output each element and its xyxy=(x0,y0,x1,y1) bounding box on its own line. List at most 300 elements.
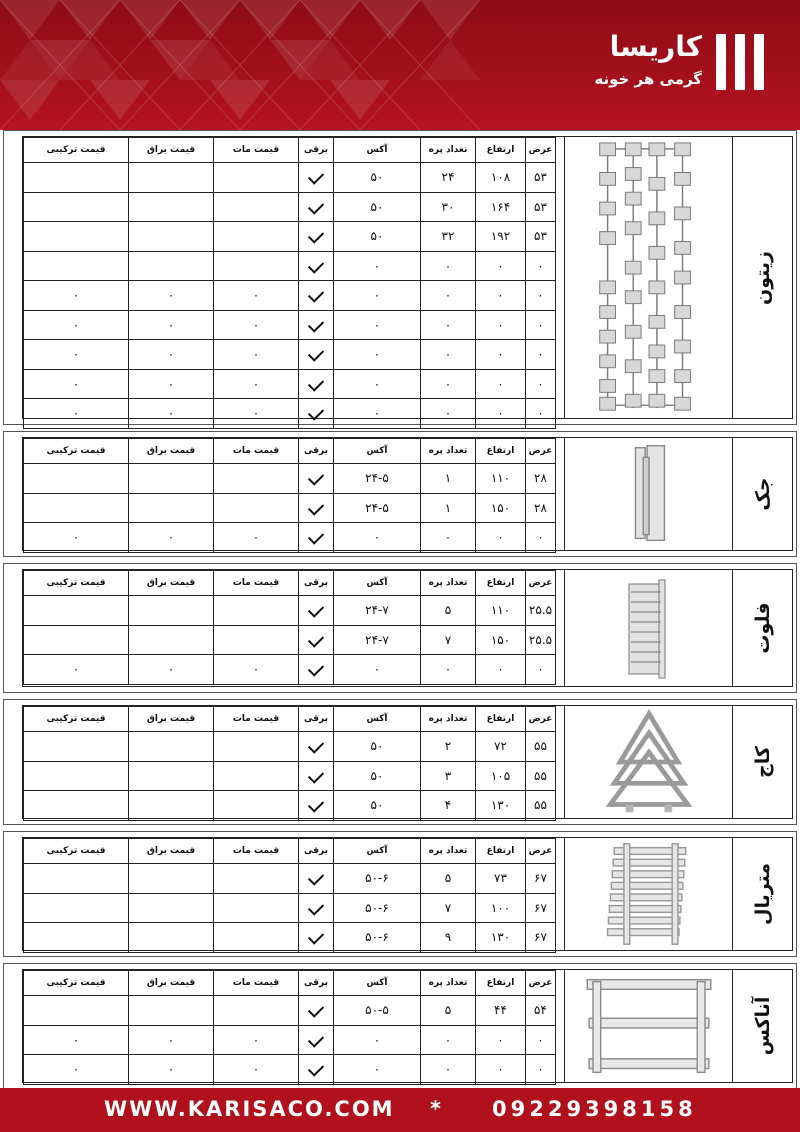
table-cell: ۰ xyxy=(526,1025,556,1055)
table-cell: ۱۱۰ xyxy=(476,596,526,626)
table-row xyxy=(24,369,556,399)
product-section xyxy=(3,130,797,425)
table-cell xyxy=(24,625,129,655)
column-header: برقی xyxy=(299,707,334,732)
table-cell xyxy=(214,251,299,281)
table-cell: ۳ xyxy=(421,761,476,791)
table-cell: ۵۰ xyxy=(334,163,421,193)
table-row xyxy=(24,1025,556,1055)
table-cell: ۰ xyxy=(214,523,299,553)
column-header: قیمت براق xyxy=(129,839,214,864)
table-cell: ۱۰۵ xyxy=(476,761,526,791)
table-cell: ۵۳ xyxy=(526,192,556,222)
table-cell: ۵۵ xyxy=(526,761,556,791)
table-cell: ۰ xyxy=(214,310,299,340)
column-header: عرض xyxy=(526,971,556,996)
column-header: تعداد پره xyxy=(421,971,476,996)
product-section xyxy=(3,699,797,825)
table-cell: ۱ xyxy=(421,493,476,523)
table-cell: ۰ xyxy=(214,1055,299,1085)
table-cell: ۰ xyxy=(129,523,214,553)
product-name-cell xyxy=(732,838,792,950)
table-cell: ۰ xyxy=(421,1055,476,1085)
table-row xyxy=(24,596,556,626)
table-cell: ۰ xyxy=(24,340,129,370)
column-header: تعداد پره xyxy=(421,439,476,464)
table-cell: ۳۲ xyxy=(421,222,476,252)
product-frame xyxy=(22,705,793,819)
brand-logo xyxy=(514,28,764,98)
table-row xyxy=(24,523,556,553)
column-header: برقی xyxy=(299,971,334,996)
table-cell: ۰ xyxy=(526,310,556,340)
column-header: قیمت مات xyxy=(214,707,299,732)
product-image xyxy=(564,838,733,950)
check-icon xyxy=(308,661,324,677)
table-cell: ۰ xyxy=(476,399,526,429)
table-cell: ۵۰ xyxy=(334,732,421,762)
table-cell: ۰ xyxy=(24,655,129,685)
check-icon xyxy=(308,198,324,214)
column-header: تعداد پره xyxy=(421,707,476,732)
table-cell: ۱۳۰ xyxy=(476,923,526,953)
table-cell xyxy=(24,192,129,222)
column-header: قیمت مات xyxy=(214,439,299,464)
table-cell xyxy=(214,761,299,791)
table-cell: ۰ xyxy=(476,310,526,340)
table-cell: ۱۱۰ xyxy=(476,464,526,494)
electric-cell xyxy=(299,192,334,222)
table-cell: ۰ xyxy=(214,655,299,685)
table-cell: ۰ xyxy=(334,281,421,311)
table-cell: ۰ xyxy=(129,399,214,429)
table-cell: ۰ xyxy=(334,1025,421,1055)
brand-name: کاریسا xyxy=(609,30,702,63)
table-cell xyxy=(214,864,299,894)
table-cell: ۰ xyxy=(24,281,129,311)
column-header: قیمت ترکیبی xyxy=(24,571,129,596)
check-icon xyxy=(308,797,324,813)
table-cell xyxy=(129,761,214,791)
table-cell: ۰ xyxy=(526,251,556,281)
table-cell xyxy=(24,222,129,252)
table-cell: ۷۲ xyxy=(476,732,526,762)
check-icon xyxy=(308,405,324,421)
table-cell: ۲۵.۵ xyxy=(526,625,556,655)
table-cell xyxy=(129,464,214,494)
table-row xyxy=(24,1055,556,1085)
table-cell: ۰ xyxy=(129,340,214,370)
table-cell: ۵۰ xyxy=(334,192,421,222)
price-table xyxy=(23,706,556,821)
table-cell: ۱۵۰ xyxy=(476,625,526,655)
column-header: تعداد پره xyxy=(421,839,476,864)
electric-cell xyxy=(299,493,334,523)
product-name-cell xyxy=(732,570,792,686)
column-header: آکس xyxy=(334,138,421,163)
column-header: قیمت مات xyxy=(214,138,299,163)
check-icon xyxy=(308,257,324,273)
table-cell: ۰ xyxy=(421,281,476,311)
table-row xyxy=(24,251,556,281)
check-icon xyxy=(308,738,324,754)
table-cell: ۰ xyxy=(526,369,556,399)
column-header: ارتفاع xyxy=(476,971,526,996)
table-cell: ۵۰-۶ xyxy=(334,923,421,953)
table-cell: ۵۳ xyxy=(526,163,556,193)
table-cell xyxy=(129,192,214,222)
electric-cell xyxy=(299,310,334,340)
electric-cell xyxy=(299,791,334,821)
table-cell: ۰ xyxy=(526,1055,556,1085)
table-cell xyxy=(129,791,214,821)
table-cell: ۰ xyxy=(24,399,129,429)
column-header: ارتفاع xyxy=(476,707,526,732)
check-icon xyxy=(308,1061,324,1077)
table-cell xyxy=(24,596,129,626)
table-cell: ۰ xyxy=(334,369,421,399)
table-cell: ۶۷ xyxy=(526,923,556,953)
table-row xyxy=(24,222,556,252)
table-cell: ۱۵۰ xyxy=(476,493,526,523)
check-icon xyxy=(308,870,324,886)
table-cell: ۰ xyxy=(421,310,476,340)
check-icon xyxy=(308,169,324,185)
column-header: عرض xyxy=(526,439,556,464)
table-cell: ۰ xyxy=(334,340,421,370)
table-cell xyxy=(214,625,299,655)
table-cell: ۰ xyxy=(334,1055,421,1085)
product-name-cell xyxy=(732,137,792,418)
table-cell xyxy=(129,996,214,1026)
electric-cell xyxy=(299,399,334,429)
price-table xyxy=(23,137,556,429)
footer-bar xyxy=(0,1088,800,1132)
table-cell: ۴۴ xyxy=(476,996,526,1026)
table-cell: ۲۴-۷ xyxy=(334,625,421,655)
table-cell xyxy=(129,893,214,923)
table-cell xyxy=(129,732,214,762)
table-cell: ۰ xyxy=(334,399,421,429)
table-cell: ۵۳ xyxy=(526,222,556,252)
table-cell: ۰ xyxy=(421,251,476,281)
price-table xyxy=(23,438,556,553)
electric-cell xyxy=(299,596,334,626)
electric-cell xyxy=(299,625,334,655)
table-cell: ۲ xyxy=(421,732,476,762)
product-frame xyxy=(22,969,793,1083)
radiator-icon xyxy=(565,838,733,950)
price-table xyxy=(23,970,556,1085)
electric-cell xyxy=(299,761,334,791)
logo-bars-icon xyxy=(716,34,764,90)
table-row xyxy=(24,761,556,791)
electric-cell xyxy=(299,893,334,923)
brand-tagline: گرمی هر خونه xyxy=(594,70,702,88)
table-row xyxy=(24,791,556,821)
table-row xyxy=(24,192,556,222)
table-cell xyxy=(24,761,129,791)
electric-cell xyxy=(299,251,334,281)
table-cell xyxy=(214,996,299,1026)
column-header: قیمت براق xyxy=(129,138,214,163)
table-cell: ۵ xyxy=(421,596,476,626)
check-icon xyxy=(308,470,324,486)
table-cell: ۰ xyxy=(526,399,556,429)
table-row xyxy=(24,864,556,894)
table-cell: ۰ xyxy=(24,1025,129,1055)
column-header: آکس xyxy=(334,707,421,732)
table-cell xyxy=(214,222,299,252)
table-row xyxy=(24,399,556,429)
table-cell: ۰ xyxy=(476,1025,526,1055)
check-icon xyxy=(308,287,324,303)
product-name: زیتون xyxy=(751,250,774,305)
check-icon xyxy=(308,602,324,618)
table-cell xyxy=(129,923,214,953)
table-cell: ۰ xyxy=(24,523,129,553)
table-cell: ۰ xyxy=(421,369,476,399)
column-header: آکس xyxy=(334,971,421,996)
table-cell: ۰ xyxy=(421,340,476,370)
column-header: عرض xyxy=(526,571,556,596)
product-frame xyxy=(22,837,793,951)
table-row xyxy=(24,163,556,193)
product-frame xyxy=(22,136,793,419)
website-link[interactable]: WWW.KARISACO.COM xyxy=(104,1097,395,1121)
table-cell xyxy=(24,732,129,762)
table-cell: ۰ xyxy=(334,310,421,340)
table-cell: ۱۳۰ xyxy=(476,791,526,821)
column-header: عرض xyxy=(526,707,556,732)
table-cell: ۰ xyxy=(129,369,214,399)
table-cell: ۰ xyxy=(526,340,556,370)
table-cell xyxy=(214,791,299,821)
table-cell: ۰ xyxy=(476,523,526,553)
column-header: قیمت مات xyxy=(214,571,299,596)
table-cell xyxy=(24,163,129,193)
column-header: برقی xyxy=(299,571,334,596)
product-name: جک xyxy=(751,477,774,511)
product-image xyxy=(564,438,733,550)
column-header: برقی xyxy=(299,138,334,163)
footer-separator: * xyxy=(430,1097,441,1121)
table-cell xyxy=(24,791,129,821)
check-icon xyxy=(308,346,324,362)
check-icon xyxy=(308,499,324,515)
table-cell xyxy=(24,996,129,1026)
table-cell: ۰ xyxy=(24,310,129,340)
product-frame xyxy=(22,569,793,687)
table-cell: ۰ xyxy=(421,523,476,553)
check-icon xyxy=(308,929,324,945)
table-cell: ۰ xyxy=(24,1055,129,1085)
column-header: ارتفاع xyxy=(476,439,526,464)
check-icon xyxy=(308,767,324,783)
table-cell: ۵۰-۶ xyxy=(334,864,421,894)
column-header: قیمت براق xyxy=(129,971,214,996)
table-row xyxy=(24,625,556,655)
radiator-icon xyxy=(565,570,733,686)
electric-cell xyxy=(299,732,334,762)
radiator-icon xyxy=(565,970,733,1082)
electric-cell xyxy=(299,464,334,494)
table-cell xyxy=(214,464,299,494)
column-header: آکس xyxy=(334,839,421,864)
table-cell: ۵۰-۵ xyxy=(334,996,421,1026)
column-header: ارتفاع xyxy=(476,839,526,864)
table-row xyxy=(24,996,556,1026)
check-icon xyxy=(308,375,324,391)
table-cell: ۰ xyxy=(24,369,129,399)
table-cell: ۶۷ xyxy=(526,864,556,894)
electric-cell xyxy=(299,1025,334,1055)
table-cell: ۷۳ xyxy=(476,864,526,894)
table-cell: ۰ xyxy=(476,655,526,685)
table-cell: ۱۹۲ xyxy=(476,222,526,252)
electric-cell xyxy=(299,996,334,1026)
table-cell: ۶۷ xyxy=(526,893,556,923)
table-cell xyxy=(214,923,299,953)
electric-cell xyxy=(299,1055,334,1085)
table-cell: ۰ xyxy=(334,251,421,281)
check-icon xyxy=(308,228,324,244)
table-row xyxy=(24,310,556,340)
table-cell xyxy=(214,596,299,626)
column-header: قیمت ترکیبی xyxy=(24,439,129,464)
product-image xyxy=(564,137,733,418)
table-cell xyxy=(24,251,129,281)
table-cell: ۰ xyxy=(476,369,526,399)
table-cell: ۰ xyxy=(214,340,299,370)
table-row xyxy=(24,464,556,494)
table-cell: ۰ xyxy=(214,369,299,399)
table-cell: ۵۵ xyxy=(526,732,556,762)
table-cell: ۱۰۰ xyxy=(476,893,526,923)
table-cell xyxy=(214,163,299,193)
column-header: عرض xyxy=(526,839,556,864)
electric-cell xyxy=(299,340,334,370)
check-icon xyxy=(308,899,324,915)
table-cell: ۲۴-۵ xyxy=(334,493,421,523)
table-cell: ۰ xyxy=(476,281,526,311)
column-header: آکس xyxy=(334,571,421,596)
table-cell xyxy=(214,732,299,762)
table-cell xyxy=(129,596,214,626)
check-icon xyxy=(308,1031,324,1047)
table-cell: ۰ xyxy=(526,523,556,553)
electric-cell xyxy=(299,655,334,685)
table-row xyxy=(24,655,556,685)
electric-cell xyxy=(299,523,334,553)
column-header: قیمت مات xyxy=(214,971,299,996)
column-header: تعداد پره xyxy=(421,571,476,596)
table-cell xyxy=(129,251,214,281)
table-cell xyxy=(24,864,129,894)
product-image xyxy=(564,706,733,818)
table-cell: ۱۶۴ xyxy=(476,192,526,222)
column-header: قیمت ترکیبی xyxy=(24,707,129,732)
table-cell xyxy=(129,625,214,655)
check-icon xyxy=(308,316,324,332)
product-name: آناکس xyxy=(751,996,774,1056)
table-cell: ۰ xyxy=(214,399,299,429)
phone-number[interactable]: 09229398158 xyxy=(492,1097,697,1121)
table-cell xyxy=(214,893,299,923)
table-cell: ۲۴-۷ xyxy=(334,596,421,626)
product-image xyxy=(564,970,733,1082)
column-header: برقی xyxy=(299,439,334,464)
column-header: ارتفاع xyxy=(476,571,526,596)
table-cell: ۵۰ xyxy=(334,791,421,821)
electric-cell xyxy=(299,369,334,399)
radiator-icon xyxy=(565,438,733,550)
radiator-icon xyxy=(565,706,733,818)
price-table xyxy=(23,570,556,685)
electric-cell xyxy=(299,281,334,311)
product-section xyxy=(3,431,797,557)
check-icon xyxy=(308,1002,324,1018)
table-cell: ۵ xyxy=(421,864,476,894)
table-cell: ۰ xyxy=(526,655,556,685)
table-cell: ۲۸ xyxy=(526,493,556,523)
table-row xyxy=(24,281,556,311)
product-name-cell xyxy=(732,438,792,550)
table-cell xyxy=(129,493,214,523)
table-cell: ۲۴ xyxy=(421,163,476,193)
table-cell: ۵ xyxy=(421,996,476,1026)
column-header: قیمت مات xyxy=(214,839,299,864)
table-cell: ۷ xyxy=(421,893,476,923)
table-cell: ۱۰۸ xyxy=(476,163,526,193)
column-header: برقی xyxy=(299,839,334,864)
table-cell xyxy=(129,864,214,894)
table-cell: ۲۴-۵ xyxy=(334,464,421,494)
table-cell: ۰ xyxy=(129,655,214,685)
table-cell: ۰ xyxy=(476,1055,526,1085)
column-header: قیمت ترکیبی xyxy=(24,138,129,163)
column-header: ارتفاع xyxy=(476,138,526,163)
product-name-cell xyxy=(732,970,792,1082)
table-cell: ۰ xyxy=(421,399,476,429)
check-icon xyxy=(308,631,324,647)
table-cell xyxy=(24,464,129,494)
product-image xyxy=(564,570,733,686)
table-cell: ۰ xyxy=(129,1025,214,1055)
table-cell: ۵۰ xyxy=(334,222,421,252)
column-header: قیمت براق xyxy=(129,707,214,732)
table-cell: ۰ xyxy=(421,655,476,685)
electric-cell xyxy=(299,163,334,193)
product-name: کاج xyxy=(751,746,774,778)
product-name-cell xyxy=(732,706,792,818)
electric-cell xyxy=(299,222,334,252)
header-banner xyxy=(0,0,800,130)
table-cell: ۰ xyxy=(421,1025,476,1055)
table-cell: ۵۰ xyxy=(334,761,421,791)
column-header: عرض xyxy=(526,138,556,163)
table-cell xyxy=(24,893,129,923)
table-row xyxy=(24,923,556,953)
product-frame xyxy=(22,437,793,551)
table-cell: ۵۰-۶ xyxy=(334,893,421,923)
table-cell: ۲۵.۵ xyxy=(526,596,556,626)
radiator-icon xyxy=(565,137,733,418)
table-row xyxy=(24,893,556,923)
table-cell: ۵۴ xyxy=(526,996,556,1026)
table-cell xyxy=(24,923,129,953)
column-header: قیمت براق xyxy=(129,439,214,464)
